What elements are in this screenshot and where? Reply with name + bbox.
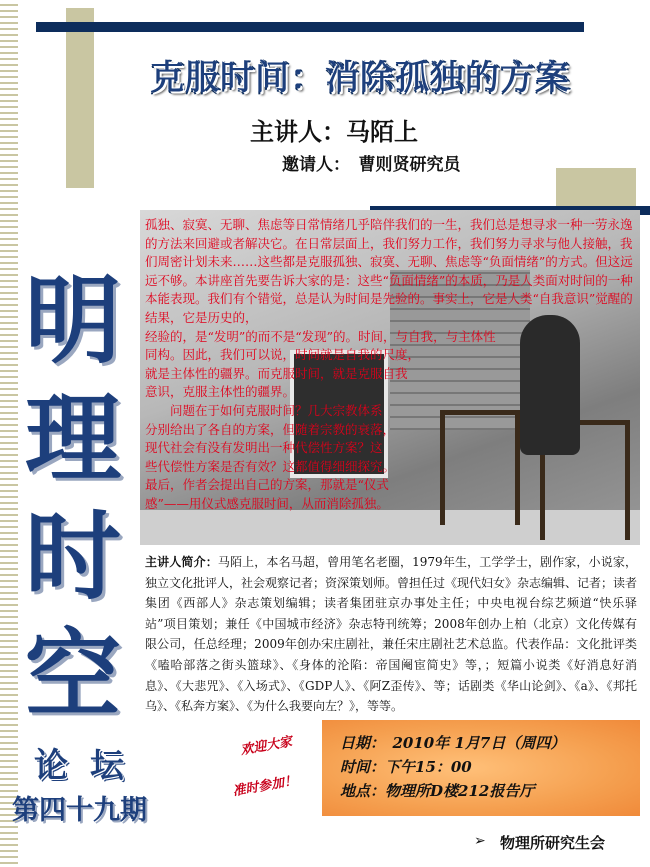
session-number: 第四十九期	[12, 795, 147, 826]
vertical-title-char: 理	[25, 383, 121, 495]
abstract-line: 分别给出了各自的方案，但随着宗教的衰落，	[145, 421, 396, 437]
organizer: 物理所研究生会	[500, 834, 606, 852]
abstract-line: 同构。因此，我们可以说，时间就是自我的尺度，	[145, 347, 421, 363]
abstract-line: 感”——用仪式感克服时间，从而消除孤独。	[145, 495, 389, 511]
schedule-time: 时间：下午15：00	[340, 758, 472, 776]
abstract-line: 现代社会有没有发明出一种代偿性方案？这	[145, 440, 383, 456]
speaker-line: 主讲人：马陌上	[250, 117, 418, 146]
bio-label: 主讲人简介：	[145, 555, 218, 569]
abstract-line: 最后，作者会提出自己的方案，那就是“仪式	[145, 477, 389, 493]
abstract-line: 意识，克服主体性的疆界。	[145, 384, 296, 400]
welcome-text: 欢迎大家	[239, 734, 294, 759]
on-time-text: 准时参加！	[231, 773, 299, 800]
abstract-line: 问题在于如何克服时间？几大宗教体系	[170, 402, 383, 418]
khaki-accent-block-right	[556, 168, 636, 206]
vertical-title-char: 明	[25, 265, 121, 377]
abstract-line: 经验的，是“发明”的而不是“发现”的。时间，与自我，与主体性	[145, 328, 496, 344]
poster-title: 克服时间：消除孤独的方案	[150, 58, 570, 98]
abstract-line: 就是主体性的疆界。而克服时间，就是克服自我	[145, 365, 408, 381]
speaker-bio	[145, 552, 637, 717]
forum-label: 论坛	[34, 746, 146, 786]
vertical-title-char: 空	[25, 619, 121, 731]
arrow-icon: ➢	[474, 833, 486, 849]
inviter-line: 邀请人： 曹则贤研究员	[282, 155, 461, 175]
talk-abstract	[145, 216, 640, 514]
left-stripes	[0, 0, 18, 867]
top-navy-bar	[36, 22, 584, 32]
abstract-line: 些代偿性方案是否有效？这都值得细细探究。	[145, 458, 396, 474]
vertical-title-char: 时	[25, 501, 121, 613]
schedule-place: 地点：物理所D楼212报告厅	[340, 782, 535, 800]
schedule-date: 日期： 2010年 1月7日（周四）	[340, 734, 566, 752]
vertical-series-title	[18, 262, 128, 734]
bio-text: 马陌上，本名马超，曾用笔名老圈，1979年生，工学学士，剧作家，小说家，独立文化批评人，社会观察记者；资深策划师。曾担任过《现代妇女》杂志编辑、记者；读者集团《西部人》杂志策划编辑；读者集团驻京办事处主任；中央电视台综艺频道“快乐驿站”项目策划；兼任《中国城市经济》杂志特刊统筹；2008年创办上柏（北京）文化传媒有限公司，任总经理；2009年创办宋庄剧社，兼任宋庄剧社艺术总监。代表作品：文化批评类《嗑哈部落之街头篮球》、《身体的沦陷：帝国阉宦简史》等，；短篇小说类《好消息好消息》、《大悲咒》、《入场式》、《GDP人》、《阿Z歪传》、等；话剧类《华山论剑》、《a》、《邦托乌》、《私奔方案》、《为什么我要向左？》，等等。	[145, 555, 638, 714]
abstract-paragraph: 孤独、寂寞、无聊、焦虑等日常情绪几乎陪伴我们的一生，我们总是想寻求一种一劳永逸的方法来回避或者解决它。在日常层面上，我们努力工作，我们努力寻求与他人接触，我们周密计划未来……这些都是克服孤独、寂寞、无聊、焦虑等“负面情绪”的方式。但这远远不够。本讲座首先要告诉大家的是：这些“负面情绪”的本质，乃是人类面对时间的一种本能表现。我们有个错觉，总是认为时间是先验的。事实上，它是人类“自我意识”觉醒的结果，它是历史的，	[145, 217, 633, 325]
